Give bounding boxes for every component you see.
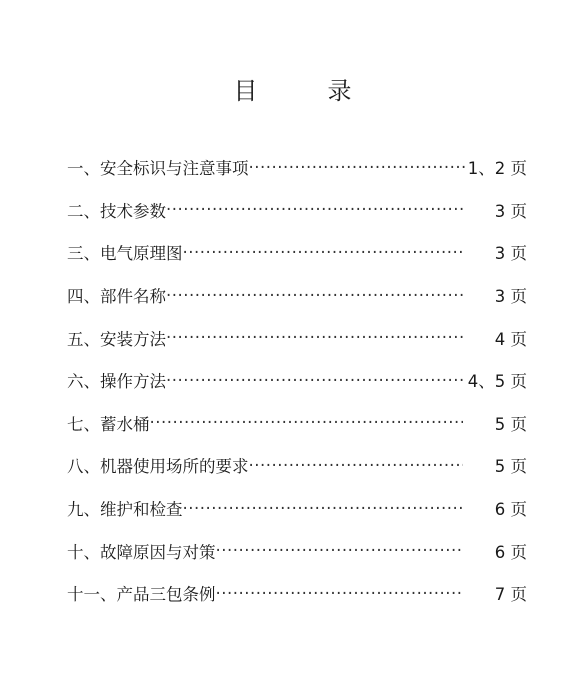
title-char-2: 录: [327, 77, 352, 105]
toc-entry-page: 6 页: [494, 500, 527, 520]
toc-entry[interactable]: [67, 316, 527, 359]
toc-entry[interactable]: [67, 274, 527, 317]
toc-entry[interactable]: [67, 487, 527, 530]
toc-entry[interactable]: [67, 572, 527, 615]
toc-entry-label: 一、安全标识与注意事项: [67, 159, 249, 179]
dot-leader: [216, 541, 464, 560]
toc-entry[interactable]: [67, 359, 527, 402]
toc-entry-label: 五、安装方法: [67, 329, 166, 349]
dot-leader: [183, 499, 464, 518]
toc-entry-page: 5 页: [494, 457, 527, 477]
toc-entry-page: 4、5 页: [467, 372, 527, 392]
toc-entry-page: 5 页: [494, 414, 527, 434]
toc-entry-label: 七、蓄水桶: [67, 414, 150, 434]
toc-entry[interactable]: [67, 402, 527, 445]
toc-entry-label: 八、机器使用场所的要求: [67, 457, 249, 477]
title-char-1: 目: [233, 77, 258, 105]
dot-leader: [249, 456, 464, 475]
dot-leader: [166, 286, 463, 305]
toc-entry-page: 6 页: [494, 542, 527, 562]
toc-entry-label: 三、电气原理图: [67, 244, 183, 264]
toc-entry-label: 九、维护和检查: [67, 500, 183, 520]
toc-entry[interactable]: [67, 529, 527, 572]
dot-leader: [249, 158, 466, 177]
toc-entry-page: 3 页: [494, 244, 527, 264]
dot-leader: [166, 371, 466, 390]
toc-entry-label: 四、部件名称: [67, 287, 166, 307]
dot-leader: [150, 413, 464, 432]
table-of-contents: [67, 146, 527, 615]
toc-entry-page: 3 页: [494, 287, 527, 307]
toc-entry[interactable]: [67, 189, 527, 232]
toc-entry-page: 1、2 页: [467, 159, 527, 179]
toc-entry[interactable]: [67, 231, 527, 274]
toc-entry-label: 六、操作方法: [67, 372, 166, 392]
toc-entry[interactable]: [67, 146, 527, 189]
toc-entry-page: 4 页: [494, 329, 527, 349]
dot-leader: [166, 200, 463, 219]
toc-entry-page: 7 页: [494, 585, 527, 605]
toc-entry-page: 3 页: [494, 201, 527, 221]
toc-entry[interactable]: [67, 444, 527, 487]
dot-leader: [183, 243, 464, 262]
toc-entry-label: 十一、产品三包条例: [67, 585, 216, 605]
toc-entry-label: 十、故障原因与对策: [67, 542, 216, 562]
toc-entry-label: 二、技术参数: [67, 201, 166, 221]
page-title: [0, 76, 585, 106]
dot-leader: [216, 584, 464, 603]
dot-leader: [166, 328, 463, 347]
